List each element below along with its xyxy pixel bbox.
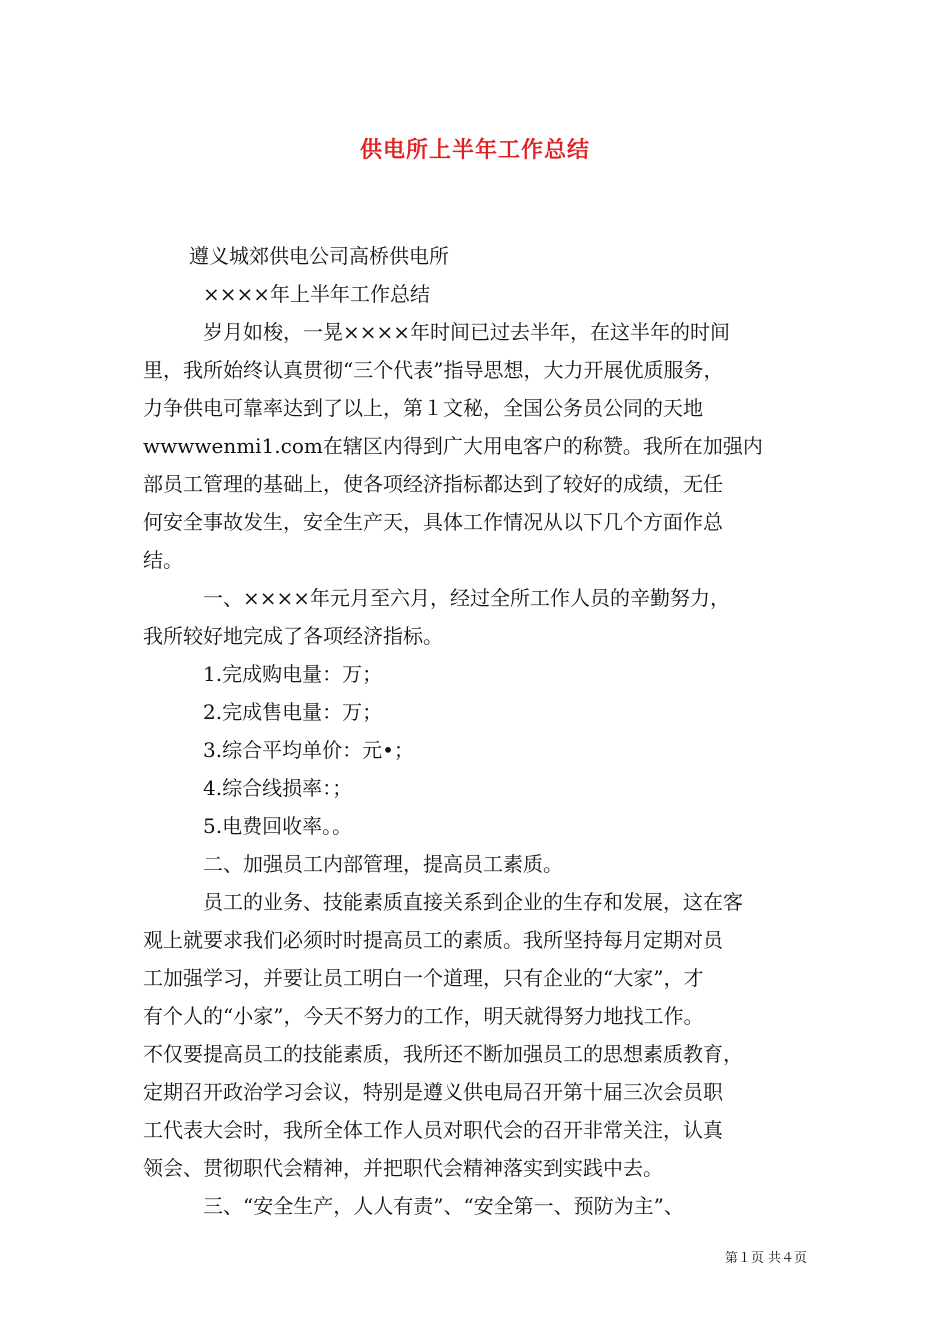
body-line: 结。 <box>143 548 183 572</box>
list-item: 1.完成购电量：万； <box>203 662 383 686</box>
document-title: 供电所上半年工作总结 <box>359 138 590 163</box>
list-item: 2.完成售电量：万； <box>203 700 383 724</box>
list-item: 3.综合平均单价：元•； <box>203 738 414 762</box>
page-number: 第１页 共４页 <box>724 1251 807 1266</box>
list-item: 5.电费回收率。。 <box>203 814 353 838</box>
section-heading: 三、“安全生产，人人有责”、“安全第一、预防为主”、 <box>203 1194 684 1218</box>
body-line: 不仅要提高员工的技能素质，我所还不断加强员工的思想素质教育， <box>143 1042 743 1066</box>
list-item: 4.综合线损率：； <box>203 776 353 800</box>
body-line: 部员工管理的基础上，使各项经济指标都达到了较好的成绩，无任 <box>143 472 723 496</box>
body-line: 定期召开政治学习会议，特别是遵义供电局召开第十届三次会员职 <box>143 1080 723 1104</box>
body-line: wwwwenmi1.com在辖区内得到广大用电客户的称赞。我所在加强内 <box>143 434 763 458</box>
body-line: 有个人的“小家”，今天不努力的工作，明天就得努力地找工作。 <box>143 1004 704 1028</box>
body-line: 一、××××年元月至六月，经过全所工作人员的辛勤努力， <box>203 586 731 610</box>
body-line: 我所较好地完成了各项经济指标。 <box>143 624 443 648</box>
body-line: 遵义城郊供电公司高桥供电所 <box>189 244 449 268</box>
body-line: 里，我所始终认真贯彻“三个代表”指导思想，大力开展优质服务， <box>143 358 724 382</box>
body-line: 观上就要求我们必须时时提高员工的素质。我所坚持每月定期对员 <box>143 928 723 952</box>
body-line: 岁月如梭，一晃××××年时间已过去半年，在这半年的时间 <box>203 320 731 344</box>
body-line: 工代表大会时，我所全体工作人员对职代会的召开非常关注，认真 <box>143 1118 723 1142</box>
section-heading: 二、加强员工内部管理，提高员工素质。 <box>203 852 563 876</box>
body-line: 领会、贯彻职代会精神，并把职代会精神落实到实践中去。 <box>143 1156 663 1180</box>
body-line: 工加强学习，并要让员工明白一个道理，只有企业的“大家”，才 <box>143 966 704 990</box>
body-line: 力争供电可靠率达到了以上，第１文秘，全国公务员公同的天地 <box>143 396 703 420</box>
body-line: 员工的业务、技能素质直接关系到企业的生存和发展，这在客 <box>203 890 743 914</box>
body-line: 何安全事故发生，安全生产天，具体工作情况从以下几个方面作总 <box>143 510 723 534</box>
body-line: ××××年上半年工作总结 <box>203 282 431 306</box>
